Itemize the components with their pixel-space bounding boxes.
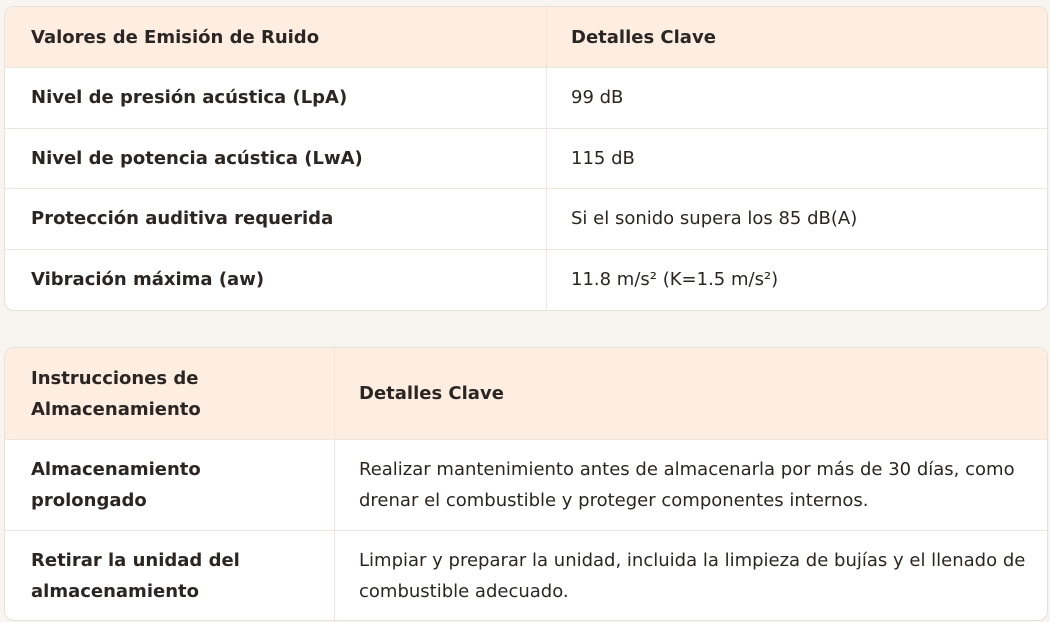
row-value: 11.8 m/s² (K=1.5 m/s²) [546, 250, 1047, 310]
column-header-storage-instructions: Instrucciones de Almacenamiento [31, 367, 201, 420]
row-label: Retirar la unidad del almacenamiento [31, 549, 240, 602]
row-label: Nivel de potencia acústica (LwA) [31, 147, 363, 169]
column-header-noise-values: Valores de Emisión de Ruido [31, 26, 320, 48]
row-value: 115 dB [546, 129, 1047, 189]
table-row [5, 67, 1047, 128]
table-row [5, 188, 1047, 249]
storage-instructions-table [4, 347, 1048, 621]
table-row [5, 249, 1047, 310]
row-value: Realizar mantenimiento antes de almacenarla por más de 30 días, como drenar el combustible y proteger componentes internos. [334, 440, 1047, 530]
table-row [5, 530, 1047, 620]
row-label: Protección auditiva requerida [31, 208, 334, 230]
row-label: Nivel de presión acústica (LpA) [31, 87, 348, 109]
table-header-row [5, 7, 1047, 67]
row-value: Limpiar y preparar la unidad, incluida la limpieza de bujías y el llenado de combustible adecuado. [334, 531, 1047, 620]
table-row [5, 128, 1047, 189]
table-header-row [5, 348, 1047, 439]
table-row [5, 439, 1047, 530]
row-value: Si el sonido supera los 85 dB(A) [546, 189, 1047, 249]
row-value: 99 dB [546, 68, 1047, 128]
column-header-key-details: Detalles Clave [334, 348, 1047, 439]
row-label: Vibración máxima (aw) [31, 269, 265, 291]
column-header-key-details: Detalles Clave [546, 7, 1047, 67]
noise-emission-table [4, 6, 1048, 311]
row-label: Almacenamiento prolongado [31, 459, 201, 511]
